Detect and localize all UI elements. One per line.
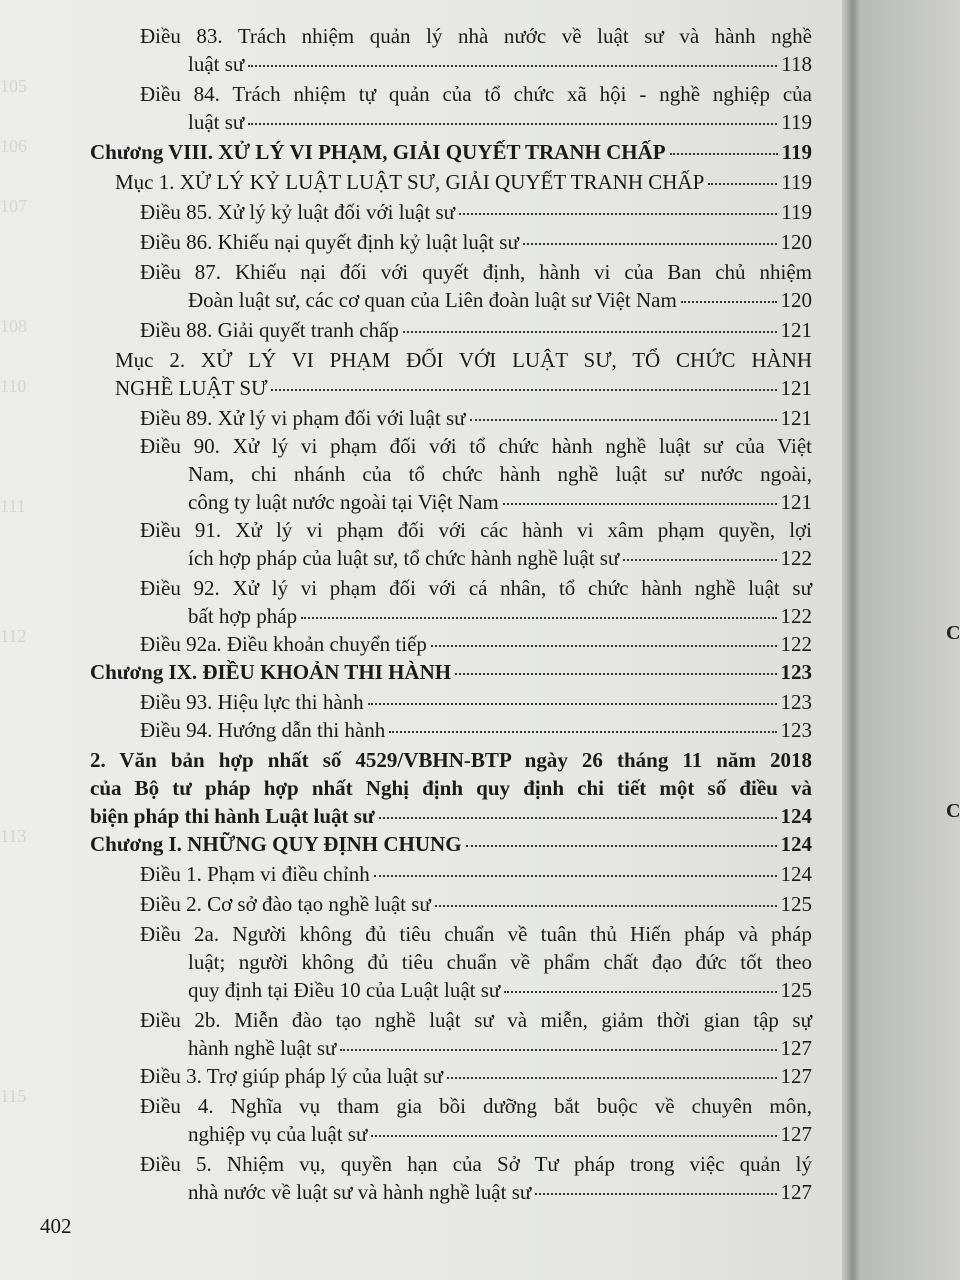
toc-page-number: 124 [780, 862, 812, 886]
toc-entry-text: bất hợp pháp [188, 604, 298, 628]
toc-entry [140, 716, 812, 744]
toc-entry [90, 658, 812, 686]
toc-entry-line [140, 50, 812, 78]
toc-entry-text: Điều 4. Nghĩa vụ tham gia bồi dưỡng bắt buộc về chuyên môn, [140, 1094, 812, 1118]
dot-leader [389, 730, 776, 733]
dot-leader [670, 152, 778, 155]
toc-entry-text: Đoàn luật sư, các cơ quan của Liên đoàn luật sư Việt Nam [188, 288, 677, 312]
toc-entry-text: Điều 5. Nhiệm vụ, quyền hạn của Sở Tư pháp trong việc quản lý [140, 1152, 812, 1176]
toc-page-number: 121 [780, 406, 812, 430]
toc-entry-line [140, 108, 812, 136]
toc-entry-line [115, 168, 812, 196]
toc-entry-line [140, 1178, 812, 1206]
dot-leader [403, 330, 777, 333]
dot-leader [523, 242, 777, 245]
toc-page-number: 122 [780, 632, 812, 656]
toc-entry-text: Điều 94. Hướng dẫn thi hành [140, 718, 386, 742]
dot-leader [248, 122, 777, 125]
dot-leader [623, 558, 776, 561]
toc-page-number: 124 [780, 832, 812, 856]
toc-entry-text: Điều 87. Khiếu nại đối với quyết định, hành vi của Ban chủ nhiệm [140, 260, 812, 284]
toc-entry-text: Điều 92a. Điều khoản chuyển tiếp [140, 632, 427, 656]
toc-page-number: 119 [781, 170, 812, 194]
toc-entry-text: NGHỀ LUẬT SƯ [115, 376, 268, 400]
toc-page-number: 127 [780, 1064, 812, 1088]
bleed-through-decor: 115 [0, 1086, 27, 1106]
toc-entry [140, 1150, 812, 1206]
toc-entry-text: Chương I. NHỮNG QUY ĐỊNH CHUNG [90, 832, 462, 856]
toc-entry [140, 1006, 812, 1062]
toc-entry [140, 198, 812, 226]
adjacent-page-letter: C [946, 622, 960, 644]
toc-entry-text: công ty luật nước ngoài tại Việt Nam [188, 490, 499, 514]
toc-page-number: 121 [780, 376, 812, 400]
toc-entry-text: nghiệp vụ của luật sư [188, 1122, 368, 1146]
dot-leader [708, 182, 777, 185]
toc-entry-text: biện pháp thi hành Luật luật sư [90, 804, 375, 828]
dot-leader [466, 844, 777, 847]
adjacent-page [860, 0, 960, 1280]
toc-entry-text: luật sư [188, 52, 245, 76]
toc-entry-line [90, 802, 812, 830]
toc-entry-text: Điều 89. Xử lý vi phạm đối với luật sư [140, 406, 466, 430]
toc-entry-line [140, 198, 812, 226]
bleed-through-decor: 112 [0, 626, 27, 646]
dot-leader [371, 1134, 776, 1137]
toc-entry-line [115, 374, 812, 402]
dot-leader [271, 388, 776, 391]
toc-entry-text: quy định tại Điều 10 của Luật luật sư [188, 978, 501, 1002]
toc-page-number: 118 [781, 52, 812, 76]
toc-entry [140, 890, 812, 918]
toc-entry-line [140, 544, 812, 572]
dot-leader [535, 1192, 776, 1195]
dot-leader [248, 64, 777, 67]
toc-entry-text: Điều 88. Giải quyết tranh chấp [140, 318, 399, 342]
toc-page-number: 123 [780, 718, 812, 742]
toc-entry [115, 168, 812, 196]
toc-entry-line [140, 1120, 812, 1148]
toc-page-number: 121 [780, 318, 812, 342]
toc-entry-line [140, 976, 812, 1004]
toc-entry [140, 80, 812, 136]
toc-page-number: 119 [781, 110, 812, 134]
toc-entry [140, 516, 812, 572]
toc-entry [140, 688, 812, 716]
toc-entry [140, 404, 812, 432]
toc-entry [90, 830, 812, 858]
toc-entry-line [140, 602, 812, 630]
toc-entry-line [140, 1034, 812, 1062]
toc-entry [140, 432, 812, 516]
toc-page-number: 122 [780, 546, 812, 570]
toc-entry-line [140, 860, 812, 888]
toc-entry-text: Điều 84. Trách nhiệm tự quản của tổ chức xã hội - nghề nghiệp của [140, 82, 812, 106]
toc-entry-text: Mục 2. XỬ LÝ VI PHẠM ĐỐI VỚI LUẬT SƯ, TỔ CHỨC HÀNH [115, 348, 812, 372]
bleed-through-decor: 113 [0, 826, 27, 846]
toc-entry-text: Điều 3. Trợ giúp pháp lý của luật sư [140, 1064, 444, 1088]
bleed-through-decor: 108 [0, 316, 27, 336]
toc-entry [140, 1092, 812, 1148]
toc-page-number: 120 [780, 230, 812, 254]
toc-entry-text: Điều 2b. Miễn đào tạo nghề luật sư và miễn, giảm thời gian tập sự [140, 1008, 812, 1032]
toc-entry [140, 630, 812, 658]
bleed-through-decor: 105 [0, 76, 27, 96]
dot-leader [340, 1048, 776, 1051]
toc-entry-line [140, 286, 812, 314]
dot-leader [435, 904, 777, 907]
bleed-through-decor: 106 [0, 136, 27, 156]
toc-entry [140, 258, 812, 314]
dot-leader [374, 874, 777, 877]
toc-entry-text: của Bộ tư pháp hợp nhất Nghị định quy định chi tiết một số điều và [90, 776, 812, 800]
bleed-through-decor: 110 [0, 376, 27, 396]
toc-entry [140, 574, 812, 630]
toc-entry-line [140, 404, 812, 432]
toc-entry-line [140, 316, 812, 344]
toc-entry-text: Điều 2. Cơ sở đào tạo nghề luật sư [140, 892, 431, 916]
toc-entry-text: nhà nước về luật sư và hành nghề luật sư [188, 1180, 532, 1204]
toc-entry [115, 346, 812, 402]
toc-entry [90, 138, 812, 166]
toc-page-number: 125 [780, 892, 812, 916]
toc-entry-text: Điều 91. Xử lý vi phạm đối với các hành vi xâm phạm quyền, lợi [140, 518, 812, 542]
toc-page-number: 127 [780, 1180, 812, 1204]
page-number: 402 [40, 1214, 72, 1238]
toc-entry-line [140, 228, 812, 256]
toc-entry [140, 920, 812, 1004]
toc-entry-text: Nam, chi nhánh của tổ chức hành nghề luật sư nước ngoài, [188, 462, 812, 486]
dot-leader [681, 300, 777, 303]
dot-leader [379, 816, 777, 819]
bleed-through-decor: 111 [0, 496, 26, 516]
dot-leader [447, 1076, 776, 1079]
dot-leader [504, 990, 776, 993]
toc-entry-line [140, 1062, 812, 1090]
toc-entry-text: ích hợp pháp của luật sư, tổ chức hành nghề luật sư [188, 546, 620, 570]
toc-entry-line [90, 658, 812, 686]
toc-entry-line [140, 688, 812, 716]
dot-leader [368, 702, 777, 705]
toc-page-number: 125 [780, 978, 812, 1002]
toc-page-number: 124 [780, 804, 812, 828]
toc-entry-text: luật; người không đủ tiêu chuẩn về phẩm chất đạo đức tốt theo [188, 950, 812, 974]
toc-page-number: 120 [780, 288, 812, 312]
toc-entry-line [90, 138, 812, 166]
toc-entry [140, 860, 812, 888]
book-gutter [842, 0, 860, 1280]
toc-entry-line [140, 488, 812, 516]
toc-entry [140, 1062, 812, 1090]
toc-entry-text: 2. Văn bản hợp nhất số 4529/VBHN-BTP ngày 26 tháng 11 năm 2018 [90, 748, 812, 772]
toc-page-number: 122 [780, 604, 812, 628]
toc-page-number: 123 [780, 660, 812, 684]
toc-entry-line [140, 716, 812, 744]
toc-entry-line [140, 630, 812, 658]
toc-entry [90, 746, 812, 830]
toc-page-number: 119 [781, 140, 812, 164]
toc-entry-text: Điều 83. Trách nhiệm quản lý nhà nước về luật sư và hành nghề [140, 24, 812, 48]
toc-entry-text: Điều 1. Phạm vi điều chỉnh [140, 862, 370, 886]
toc-entry-text: luật sư [188, 110, 245, 134]
dot-leader [301, 616, 776, 619]
toc-entry [140, 22, 812, 78]
toc-page-number: 121 [780, 490, 812, 514]
toc-page-number: 127 [780, 1122, 812, 1146]
toc-entry-text: Điều 92. Xử lý vi phạm đối với cá nhân, tổ chức hành nghề luật sư [140, 576, 812, 600]
dot-leader [455, 672, 776, 675]
toc-page-number: 123 [780, 690, 812, 714]
toc-entry [140, 316, 812, 344]
toc-entry-text: Chương IX. ĐIỀU KHOẢN THI HÀNH [90, 660, 452, 684]
bleed-through-decor: 107 [0, 196, 27, 216]
toc-entry [140, 228, 812, 256]
toc-page-number: 119 [781, 200, 812, 224]
dot-leader [459, 212, 777, 215]
dot-leader [431, 644, 777, 647]
dot-leader [470, 418, 777, 421]
toc-entry-text: Điều 90. Xử lý vi phạm đối với tổ chức hành nghề luật sư của Việt [140, 434, 812, 458]
toc-page-number: 127 [780, 1036, 812, 1060]
toc-entry-line [90, 830, 812, 858]
toc-entry-text: Chương VIII. XỬ LÝ VI PHẠM, GIẢI QUYẾT TRANH CHẤP [90, 140, 666, 164]
toc-entry-text: hành nghề luật sư [188, 1036, 337, 1060]
toc-entry-text: Mục 1. XỬ LÝ KỶ LUẬT LUẬT SƯ, GIẢI QUYẾT TRANH CHẤP [115, 170, 705, 194]
toc-entry-text: Điều 2a. Người không đủ tiêu chuẩn về tuân thủ Hiến pháp và pháp [140, 922, 812, 946]
toc-entry-text: Điều 85. Xử lý kỷ luật đối với luật sư [140, 200, 456, 224]
toc-entry-text: Điều 86. Khiếu nại quyết định kỷ luật luật sư [140, 230, 519, 254]
dot-leader [503, 502, 777, 505]
toc-entry-text: Điều 93. Hiệu lực thi hành [140, 690, 364, 714]
adjacent-page-letter: C [946, 800, 960, 822]
toc-entry-line [140, 890, 812, 918]
